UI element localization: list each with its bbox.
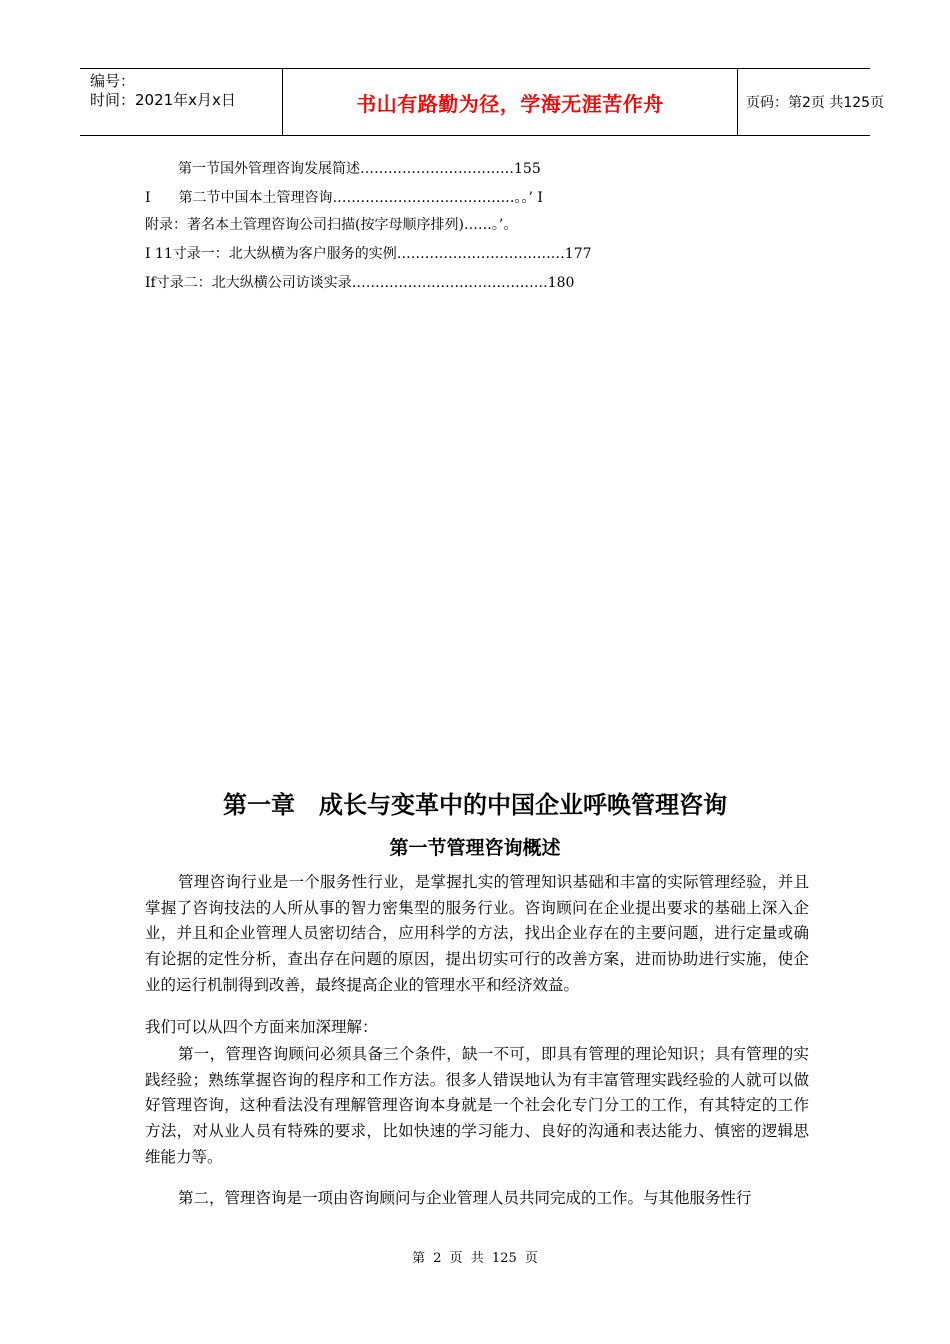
toc-entry: 第一节国外管理咨询发展简述……………………………155 xyxy=(178,161,541,177)
body-paragraph: 管理咨询行业是一个服务性行业，是掌握扎实的管理知识基础和丰富的实际管理经验，并且掌握了咨询技法的人所从事的智力密集型的服务行业。咨询顾问在企业提出要求的基础上深入企业，并且和企业管理人员密切结合，应用科学的方法，找出企业存在的主要问题，进行定量或确有论据的定性分析，查出存在问题的原因，提出切实可行的改善方案，进而协助进行实施，使企业的运行机制得到改善，最终提高企业的管理水平和经济效益。 xyxy=(145,873,809,994)
body-paragraph: 第一，管理咨询顾问必须具备三个条件，缺一不可，即具有管理的理论知识；具有管理的实践经验；熟练掌握咨询的程序和工作方法。很多人错误地认为有丰富管理实践经验的人就可以做好管理咨询，这种看法没有理解管理咨询本身就是一个社会化专门分工的工作，有其特定的工作方法，对从业人员有特殊的要求，比如快速的学习能力、良好的沟通和表达能力、慎密的逻辑思维能力等。 xyxy=(145,1045,809,1166)
header-meta-cell xyxy=(80,69,282,135)
page-header xyxy=(80,68,885,136)
body-paragraph: 第二，管理咨询是一项由咨询顾问与企业管理人员共同完成的工作。与其他服务性行 xyxy=(178,1189,752,1207)
time-label: 时间：2021年x月x日 xyxy=(90,91,236,109)
toc-entry: 附录：著名本土管理咨询公司扫描(按字母顺序排列)……。’。 xyxy=(145,217,518,233)
toc-entry: I 第二节中国本土管理咨询…………………………………。。’ I xyxy=(145,190,543,206)
toc-entry: If寸录二：北大纵横公司访谈实录……………………………………180 xyxy=(145,275,575,291)
section-title: 第一节管理咨询概述 xyxy=(389,837,561,859)
motto-text: 书山有路勤为径，学海无涯苦作舟 xyxy=(356,91,664,116)
toc-entry: I 11寸录一：北大纵横为客户服务的实例………………………………177 xyxy=(145,246,592,262)
header-motto-cell xyxy=(282,69,738,135)
header-page-cell xyxy=(738,69,885,135)
body-paragraph: 我们可以从四个方面来加深理解： xyxy=(145,1018,378,1036)
page-footer: 第 2 页 共 125 页 xyxy=(412,1251,538,1266)
header-page-info: 页码：第2页 共125页 xyxy=(746,95,885,111)
number-label: 编号： xyxy=(90,72,136,90)
chapter-title: 第一章 成长与变革中的中国企业呼唤管理咨询 xyxy=(223,791,727,819)
